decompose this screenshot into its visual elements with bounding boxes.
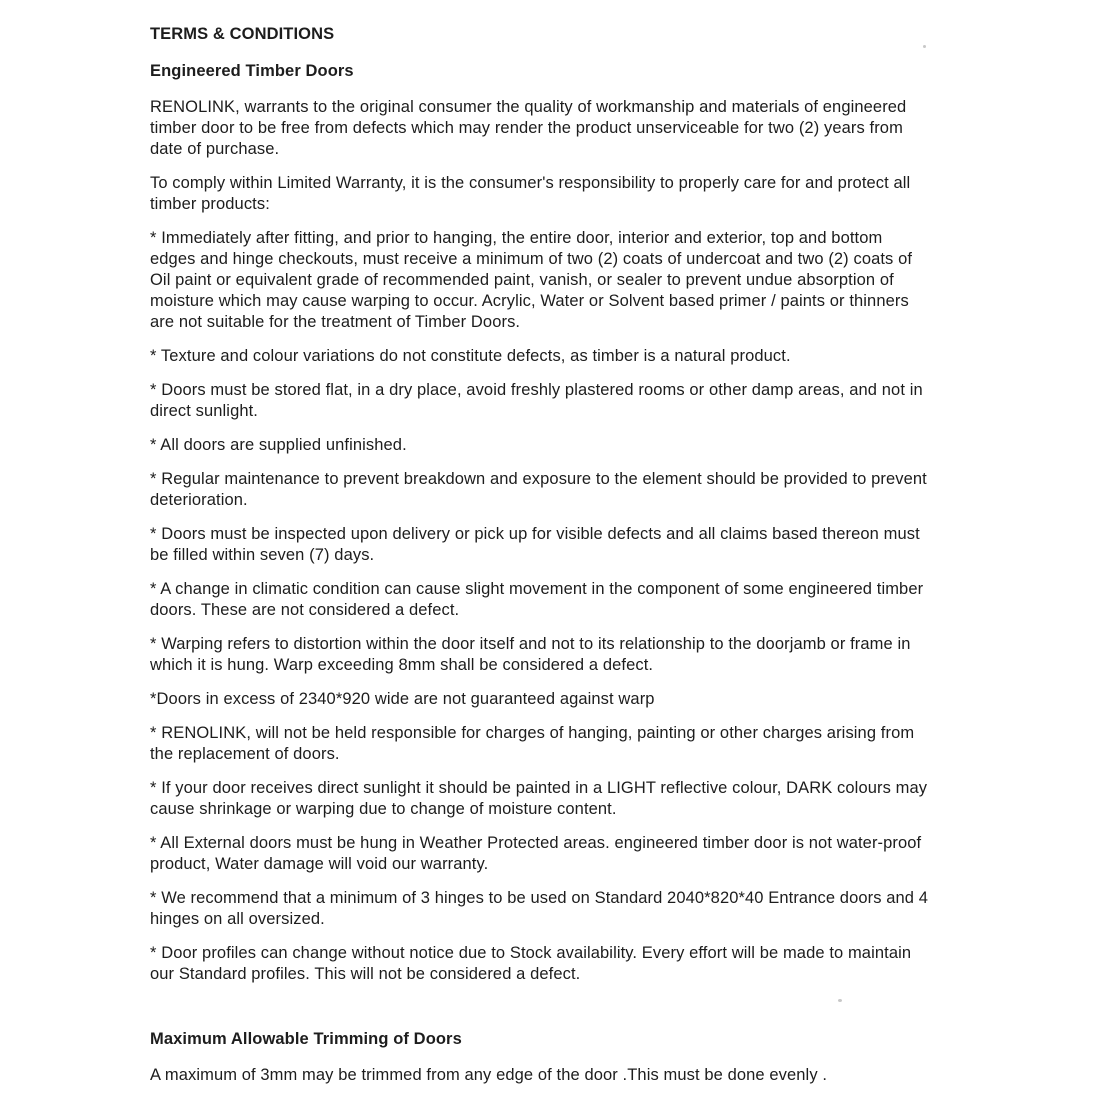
bullet-item-sunlight-colour: * If your door receives direct sunlight it should be painted in a LIGHT reflective colour, DARK colours may cause shrinkage or warping due to change of moisture content. bbox=[150, 779, 928, 818]
bullet-item-storage: * Doors must be stored flat, in a dry place, avoid freshly plastered rooms or other damp areas, and not in direct sunlight. bbox=[150, 381, 923, 420]
bullet-item-texture-variations: * Texture and colour variations do not constitute defects, as timber is a natural product. bbox=[150, 347, 791, 365]
intro-paragraph-warranty: RENOLINK, warrants to the original consumer the quality of workmanship and materials of engineered timber door to be free from defects which may render the product unserviceable for two (2) years from date of purchase. bbox=[150, 98, 907, 158]
scan-artifact-speck bbox=[838, 999, 842, 1002]
section-heading-trimming: Maximum Allowable Trimming of Doors bbox=[150, 1030, 462, 1048]
intro-paragraph-compliance: To comply within Limited Warranty, it is the consumer's responsibility to properly care for and protect all timber products: bbox=[150, 174, 911, 213]
bullet-item-unfinished: * All doors are supplied unfinished. bbox=[150, 436, 407, 454]
bullet-item-climatic-condition: * A change in climatic condition can cause slight movement in the component of some engineered timber doors. These are not considered a defect. bbox=[150, 580, 924, 619]
bullet-item-inspection: * Doors must be inspected upon delivery or pick up for visible defects and all claims based thereon must be filled within seven (7) days. bbox=[150, 525, 920, 564]
bullet-item-weather-protection: * All External doors must be hung in Weather Protected areas. engineered timber door is not water-proof product, Water damage will void our warranty. bbox=[150, 834, 922, 873]
page-title: TERMS & CONDITIONS bbox=[150, 25, 335, 43]
bullet-item-oversize-warp: *Doors in excess of 2340*920 wide are not guaranteed against warp bbox=[150, 690, 655, 708]
scan-artifact-speck bbox=[923, 45, 926, 48]
bullet-item-warping: * Warping refers to distortion within the door itself and not to its relationship to the doorjamb or frame in which it is hung. Warp exceeding 8mm shall be considered a defect. bbox=[150, 635, 911, 674]
section-heading-engineered-timber-doors: Engineered Timber Doors bbox=[150, 62, 354, 80]
bullet-item-replacement-charges: * RENOLINK, will not be held responsible for charges of hanging, painting or other charges arising from the replacement of doors. bbox=[150, 724, 915, 763]
bullet-item-hinges: * We recommend that a minimum of 3 hinges to be used on Standard 2040*820*40 Entrance doors and 4 hinges on all oversized. bbox=[150, 889, 929, 928]
bullet-item-undercoat: * Immediately after fitting, and prior to hanging, the entire door, interior and exterior, top and bottom edges and hinge checkouts, must receive a minimum of two (2) coats of undercoat and two (2) coats of Oil paint or equivalent grade of recommended paint, vanish, or sealer to prevent undue absorption of moisture which may cause warping to occur. Acrylic, Water or Solvent based primer / paints or thinners are not suitable for the treatment of Timber Doors. bbox=[150, 229, 913, 331]
document-page bbox=[150, 24, 932, 1099]
bullet-item-maintenance: * Regular maintenance to prevent breakdown and exposure to the element should be provided to prevent deterioration. bbox=[150, 470, 927, 509]
bullet-item-door-profiles: * Door profiles can change without notice due to Stock availability. Every effort will be made to maintain our Standard profiles. This will not be considered a defect. bbox=[150, 944, 912, 983]
trimming-paragraph: A maximum of 3mm may be trimmed from any edge of the door .This must be done evenly . bbox=[150, 1066, 828, 1084]
